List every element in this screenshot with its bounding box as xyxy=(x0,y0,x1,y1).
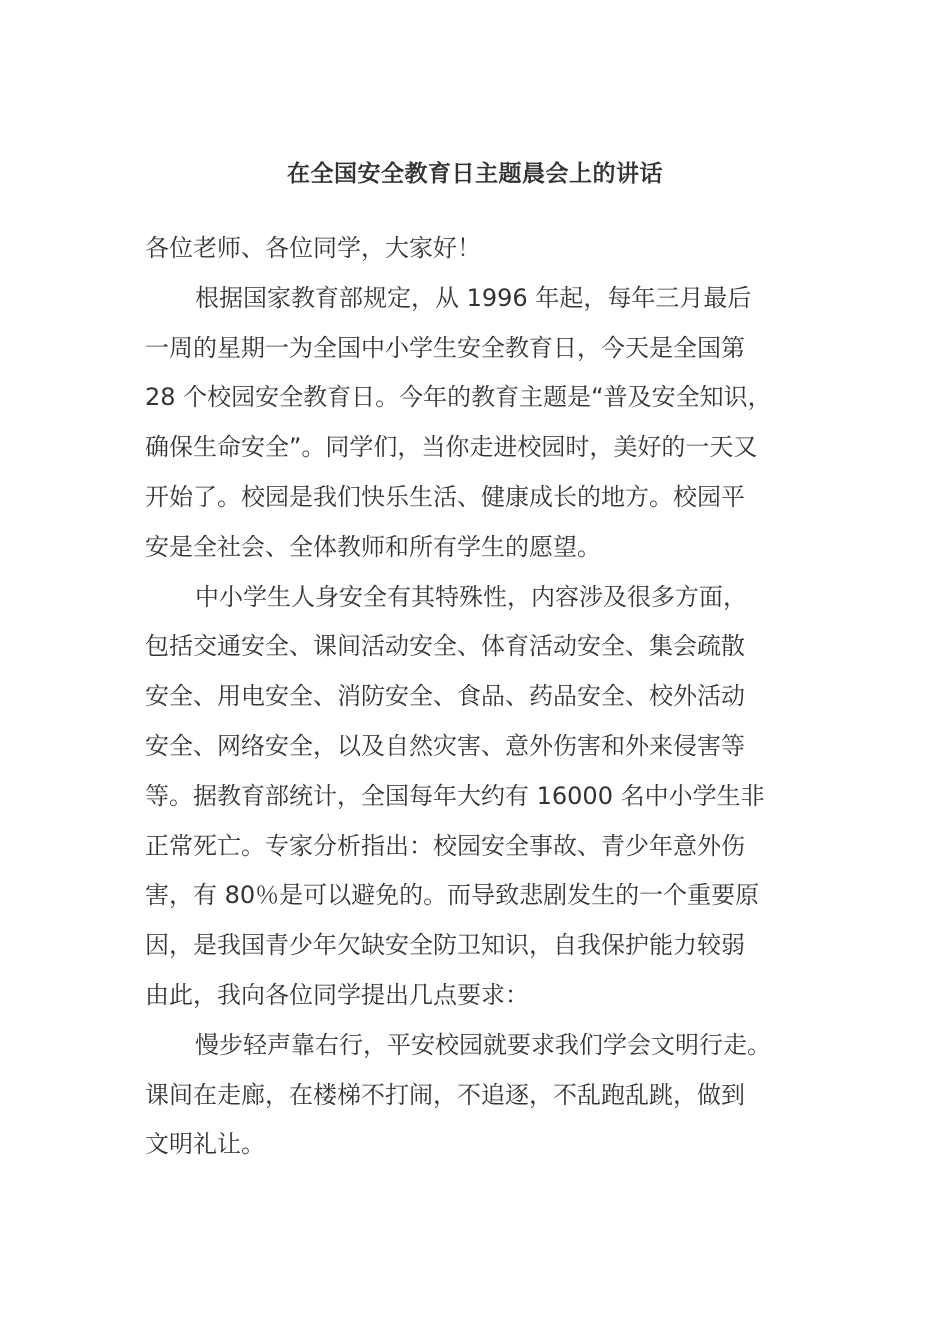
document-body xyxy=(145,228,835,1174)
text-line: 文明礼让。 xyxy=(145,1130,265,1159)
text-line: 28 个校园安全教育日。今年的教育主题是“普及安全知识， xyxy=(145,383,772,412)
document-title: 在全国安全教育日主题晨会上的讲话 xyxy=(287,161,663,187)
text-line: 正常死亡。专家分析指出：校园安全事故、青少年意外伤 xyxy=(145,831,745,860)
text-line: 安全、网络安全，以及自然灾害、意外伤害和外来侵害等 xyxy=(145,731,745,760)
text-line: 慢步轻声靠右行，平安校园就要求我们学会文明行走。 xyxy=(195,1030,771,1059)
text-line: 一周的星期一为全国中小学生安全教育日，今天是全国第 xyxy=(145,333,745,362)
text-line: 中小学生人身安全有其特殊性，内容涉及很多方面， xyxy=(195,582,747,611)
text-line: 由此，我向各位同学提出几点要求： xyxy=(145,980,529,1009)
text-line: 确保生命安全”。同学们，当你走进校园时，美好的一天又 xyxy=(145,433,758,462)
text-line: 课间在走廊，在楼梯不打闹，不追逐，不乱跑乱跳，做到 xyxy=(145,1080,745,1109)
text-line: 安是全社会、全体教师和所有学生的愿望。 xyxy=(145,532,601,561)
text-line: 害，有 80％是可以避免的。而导致悲剧发生的一个重要原 xyxy=(145,881,760,910)
text-line: 等。据教育部统计，全国每年大约有 16000 名中小学生非 xyxy=(145,781,765,810)
text-line: 包括交通安全、课间活动安全、体育活动安全、集会疏散 xyxy=(145,632,745,661)
text-line: 因，是我国青少年欠缺安全防卫知识，自我保护能力较弱 xyxy=(145,931,745,960)
text-line: 开始了。校园是我们快乐生活、健康成长的地方。校园平 xyxy=(145,482,745,511)
text-line: 各位老师、各位同学，大家好！ xyxy=(145,234,481,262)
text-line: 安全、用电安全、消防安全、食品、药品安全、校外活动 xyxy=(145,682,745,711)
text-line: 根据国家教育部规定，从 1996 年起，每年三月最后 xyxy=(195,283,752,312)
